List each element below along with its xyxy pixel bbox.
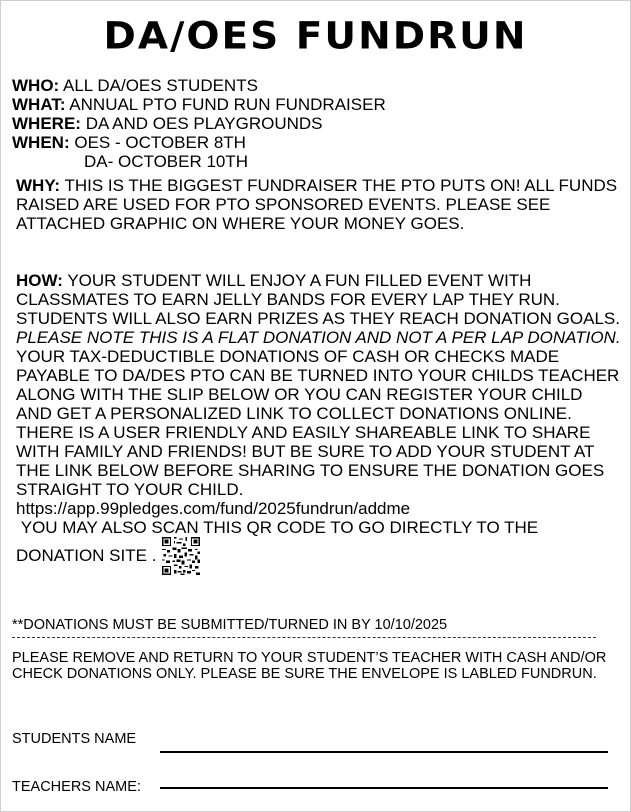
how-text-1: YOUR STUDENT WILL ENJOY A FUN FILLED EVENT WITH CLASSMATES TO EARN JELLY BANDS FOR EVERY LAP THEY RUN. STUDENTS WILL ALSO EARN PRIZES AS THEY REACH DONATION GOALS.: [16, 271, 620, 328]
where-label: WHERE:: [12, 114, 81, 133]
slip-instructions: PLEASE REMOVE AND RETURN TO YOUR STUDENT’S TEACHER WITH CASH AND/OR CHECK DONATIONS ONLY. PLEASE BE SURE THE ENVELOPE IS LABLED FUNDRUN.: [12, 650, 607, 682]
what-line: [12, 95, 386, 114]
when-da: DA- OCTOBER 10TH: [84, 152, 249, 171]
event-info: [12, 76, 386, 171]
page-title: DA/OES FUNDRUN: [103, 15, 528, 58]
deadline-note: **DONATIONS MUST BE SUBMITTED/TURNED IN BY 10/10/2025: [12, 617, 448, 633]
where-line: [12, 114, 386, 133]
how-label: HOW:: [16, 271, 63, 290]
when-line: [12, 133, 386, 152]
cut-line-divider: [12, 637, 596, 638]
who-text: ALL DA/OES STUDENTS: [63, 76, 258, 95]
qr-code-icon[interactable]: [162, 537, 200, 579]
what-text: ANNUAL PTO FUND RUN FUNDRAISER: [69, 95, 386, 114]
what-label: WHAT:: [12, 95, 66, 114]
students-name-field[interactable]: [160, 751, 608, 753]
students-name-label: STUDENTS NAME: [12, 731, 137, 747]
how-paragraph: [16, 271, 621, 579]
why-label: WHY:: [16, 176, 61, 195]
why-text: THIS IS THE BIGGEST FUNDRAISER THE PTO PUTS ON! ALL FUNDS RAISED ARE USED FOR PTO SPONSORED EVENTS. PLEASE SEE ATTACHED GRAPHIC ON WHERE YOUR MONEY GOES.: [16, 176, 618, 233]
how-text-2: YOUR TAX-DEDUCTIBLE DONATIONS OF CASH OR CHECKS MADE PAYABLE TO DA/DES PTO CAN BE TURNED INTO YOUR CHILDS TEACHER ALONG WITH THE SLIP BELOW OR YOU CAN REGISTER YOUR CHILD AND GET A PERSONALIZED LINK TO COLLECT DONATIONS ONLINE. THERE IS A USER FRIENDLY AND EASILY SHAREABLE LINK TO SHARE WITH FAMILY AND FRIENDS! BUT BE SURE TO ADD YOUR STUDENT AT THE LINK BELOW BEFORE SHARING TO ENSURE THE DONATION GOES STRAIGHT TO YOUR CHILD.: [16, 347, 620, 499]
who-line: [12, 76, 386, 95]
teachers-name-field[interactable]: [160, 787, 608, 789]
teachers-name-label: TEACHERS NAME:: [12, 779, 141, 795]
when-oes: OES - OCTOBER 8TH: [74, 133, 246, 152]
how-italic-note: PLEASE NOTE THIS IS A FLAT DONATION AND NOT A PER LAP DONATION.: [16, 328, 621, 347]
qr-text: YOU MAY ALSO SCAN THIS QR CODE TO GO DIRECTLY TO THE DONATION SITE .: [16, 518, 539, 565]
where-text: DA AND OES PLAYGROUNDS: [85, 114, 323, 133]
when-label: WHEN:: [12, 133, 70, 152]
donation-link[interactable]: https://app.99pledges.com/fund/2025fundrun/addme: [16, 499, 411, 518]
why-paragraph: [16, 176, 621, 233]
qr-line: [16, 518, 621, 579]
who-label: WHO:: [12, 76, 60, 95]
